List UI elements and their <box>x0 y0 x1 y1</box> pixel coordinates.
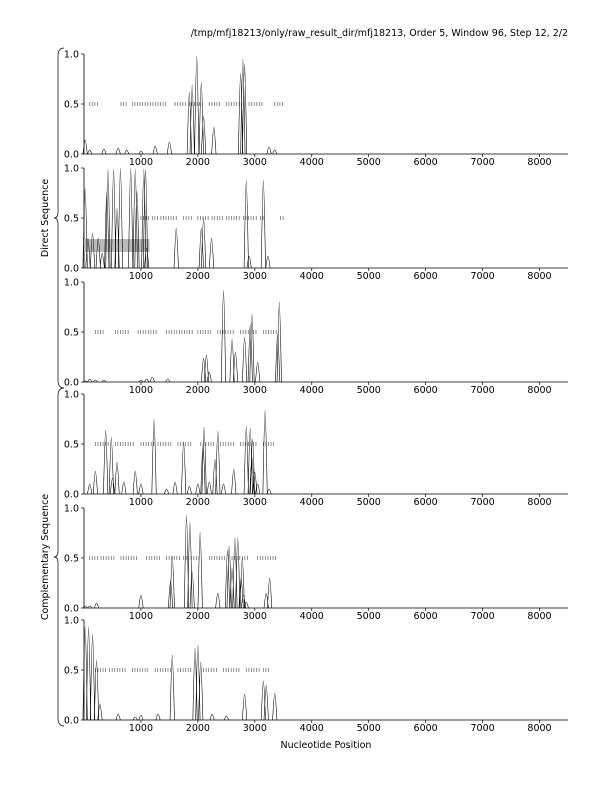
y-tick-label: 1.0 <box>63 615 79 627</box>
x-tick-label: 6000 <box>413 611 438 622</box>
x-tick-label: 2000 <box>185 271 210 282</box>
x-tick-label: 7000 <box>470 611 495 622</box>
x-tick-label: 5000 <box>356 723 381 734</box>
peak <box>244 180 248 268</box>
peak <box>173 482 177 494</box>
peak <box>207 372 211 382</box>
x-tick-label: 2000 <box>185 611 210 622</box>
peak <box>116 714 120 720</box>
peak <box>94 603 98 608</box>
peak <box>166 379 170 382</box>
x-tick-label: 2000 <box>185 157 210 168</box>
x-tick-label: 2000 <box>185 723 210 734</box>
y-tick-label: 0.0 <box>63 263 79 275</box>
x-tick-label: 8000 <box>527 497 552 508</box>
x-tick-label: 3000 <box>242 271 267 282</box>
x-tick-label: 8000 <box>527 385 552 396</box>
peak <box>221 290 225 382</box>
x-tick-label: 8000 <box>527 611 552 622</box>
group-braces <box>40 48 64 726</box>
x-tick-label: 1000 <box>128 271 154 282</box>
x-tick-label: 4000 <box>299 271 324 282</box>
peak <box>210 714 214 720</box>
x-tick-label: 1000 <box>128 157 154 168</box>
x-tick-label: 4000 <box>299 723 324 734</box>
peak <box>139 715 143 720</box>
peak <box>242 694 246 720</box>
peak <box>261 180 265 268</box>
peak <box>156 714 160 720</box>
peak <box>199 662 203 720</box>
y-tick-label: 0.0 <box>63 149 79 161</box>
peak <box>122 482 126 494</box>
x-tick-label: 5000 <box>356 497 381 508</box>
peak <box>139 484 143 494</box>
peak <box>216 593 220 608</box>
peak <box>110 478 114 494</box>
peak <box>196 484 200 494</box>
y-tick-label: 0.5 <box>63 99 79 111</box>
peak <box>93 471 97 494</box>
peak <box>174 228 178 268</box>
panel-6 <box>64 616 568 735</box>
peak <box>198 532 202 608</box>
axis-frame <box>84 168 568 268</box>
x-tick-label: 5000 <box>356 271 381 282</box>
peak <box>100 253 104 268</box>
peak <box>116 148 120 154</box>
y-tick-label: 0.0 <box>63 377 79 389</box>
peak <box>150 377 154 382</box>
x-tick-label: 5000 <box>356 611 381 622</box>
peak <box>216 431 220 494</box>
x-tick-label: 3000 <box>242 723 267 734</box>
y-tick-label: 1.0 <box>63 277 79 289</box>
x-tick-label: 6000 <box>413 385 438 396</box>
group-brace <box>54 48 64 388</box>
peak <box>87 379 91 382</box>
peak <box>164 489 168 494</box>
panel-1 <box>64 50 568 169</box>
peak <box>87 484 91 494</box>
peak <box>139 151 143 154</box>
x-tick-label: 1000 <box>128 611 154 622</box>
peak <box>133 717 137 720</box>
peak <box>153 146 157 154</box>
peak <box>170 655 174 720</box>
panel-5 <box>64 504 568 623</box>
peak <box>167 142 171 154</box>
peak <box>242 337 246 382</box>
y-tick-label: 0.5 <box>63 327 79 339</box>
y-tick-label: 0.0 <box>63 489 79 501</box>
axis-frame <box>84 282 568 382</box>
peak <box>152 419 156 494</box>
peak <box>128 168 132 268</box>
y-tick-label: 1.0 <box>63 163 79 175</box>
x-tick-label: 1000 <box>128 723 154 734</box>
x-tick-label: 8000 <box>527 157 552 168</box>
y-tick-label: 0.0 <box>63 603 79 615</box>
x-tick-label: 4000 <box>299 611 324 622</box>
peak <box>255 362 259 382</box>
peak <box>102 149 106 154</box>
x-tick-label: 6000 <box>413 497 438 508</box>
x-tick-label: 8000 <box>527 723 552 734</box>
axis-frame <box>84 620 568 720</box>
x-tick-label: 1000 <box>128 385 154 396</box>
peak <box>103 430 107 494</box>
x-tick-label: 7000 <box>470 157 495 168</box>
y-tick-label: 0.0 <box>63 715 79 727</box>
axis-frame <box>84 54 568 154</box>
peak <box>247 256 251 268</box>
peak <box>244 426 248 494</box>
x-tick-label: 6000 <box>413 723 438 734</box>
group-label: Direct Sequence <box>40 178 51 258</box>
peak <box>224 716 228 720</box>
x-tick-label: 7000 <box>470 271 495 282</box>
peak <box>125 150 129 154</box>
peak <box>115 462 119 494</box>
x-tick-label: 5000 <box>356 385 381 396</box>
panel-4 <box>64 390 568 509</box>
peak <box>264 685 268 720</box>
x-tick-label: 5000 <box>356 157 381 168</box>
x-tick-label: 2000 <box>185 385 210 396</box>
peak <box>263 410 267 494</box>
y-tick-label: 1.0 <box>63 49 79 61</box>
peak <box>133 471 137 494</box>
peak <box>201 218 205 268</box>
x-tick-label: 6000 <box>413 157 438 168</box>
axis-frame <box>84 394 568 494</box>
x-tick-label: 4000 <box>299 157 324 168</box>
peak <box>144 379 148 382</box>
x-tick-label: 4000 <box>299 497 324 508</box>
peak <box>83 140 87 154</box>
peak <box>139 595 143 608</box>
peak <box>273 693 277 720</box>
x-tick-label: 6000 <box>413 271 438 282</box>
x-tick-label: 7000 <box>470 497 495 508</box>
peak <box>212 127 216 154</box>
x-tick-label: 1000 <box>128 497 154 508</box>
peak <box>87 150 91 154</box>
peak <box>209 238 213 268</box>
peak <box>207 482 211 494</box>
y-tick-label: 1.0 <box>63 389 79 401</box>
x-tick-label: 3000 <box>242 385 267 396</box>
x-tick-label: 4000 <box>299 385 324 396</box>
peak <box>273 150 277 154</box>
panels <box>64 50 568 735</box>
y-tick-label: 0.5 <box>63 439 79 451</box>
x-tick-label: 7000 <box>470 723 495 734</box>
y-tick-label: 1.0 <box>63 503 79 515</box>
peak <box>199 82 203 154</box>
peak <box>181 442 185 494</box>
x-tick-label: 3000 <box>242 611 267 622</box>
y-tick-label: 0.5 <box>63 213 79 225</box>
peak <box>267 147 271 154</box>
x-tick-label: 8000 <box>527 271 552 282</box>
peak <box>90 634 94 720</box>
peak <box>221 484 225 494</box>
y-tick-label: 0.5 <box>63 665 79 677</box>
peak <box>266 256 270 268</box>
panel-2 <box>64 164 568 283</box>
x-tick-label: 7000 <box>470 385 495 396</box>
figure-header: /tmp/mfj18213/only/raw_result_dir/mfj18213, Order 5, Window 96, Step 12, 2/2 <box>190 28 568 39</box>
x-axis-title: Nucleotide Position <box>280 740 372 751</box>
panel-3 <box>64 278 568 397</box>
y-tick-label: 0.5 <box>63 553 79 565</box>
group-label: Complementary Sequence <box>40 493 51 621</box>
peak <box>190 85 194 154</box>
peak <box>232 469 236 494</box>
peak <box>187 486 191 494</box>
x-tick-label: 3000 <box>242 157 267 168</box>
x-tick-label: 2000 <box>185 497 210 508</box>
x-tick-label: 3000 <box>242 497 267 508</box>
group-brace <box>54 388 64 726</box>
